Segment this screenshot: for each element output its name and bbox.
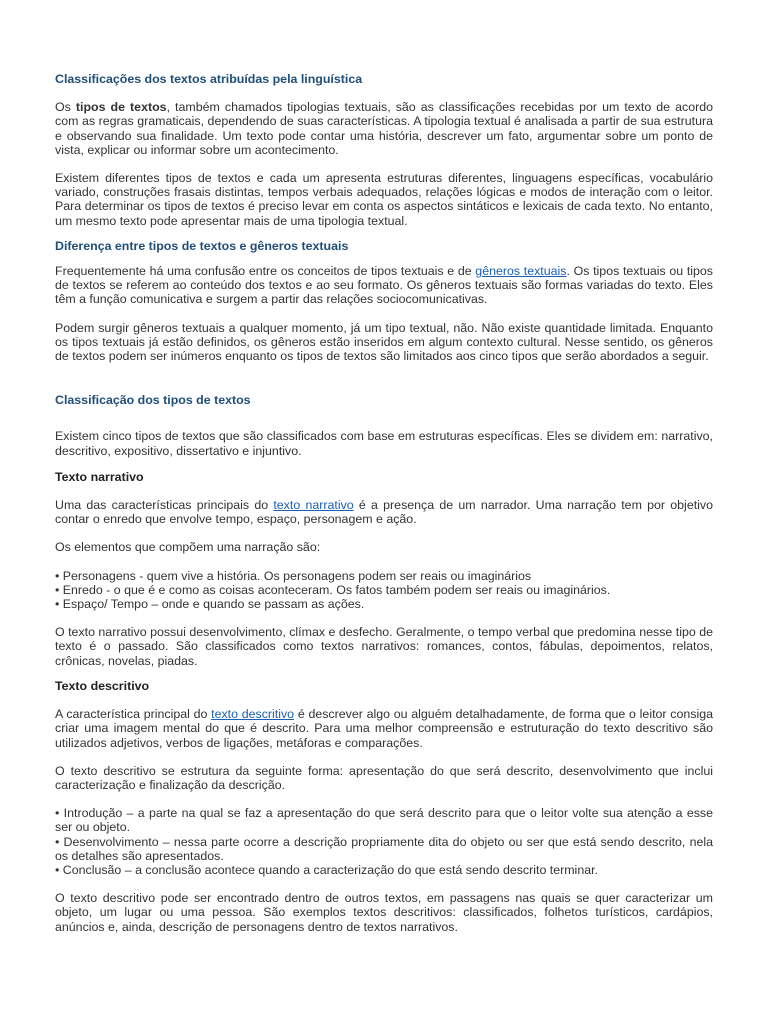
list-item: • Conclusão – a conclusão acontece quando a caracterização do que está sendo descrito terminar.: [55, 862, 598, 877]
document-page: [55, 60, 713, 934]
paragraph-cinco-tipos: Existem cinco tipos de textos que são classificados com base em estruturas específicas. Eles se dividem em: narrativo, descritivo, expositivo, dissertativo e injuntivo.: [55, 429, 713, 458]
text-fragment: é a presença de um narrador. Uma narração tem por objetivo contar o enredo que envolve tempo, espaço, personagem e ação.: [55, 498, 713, 527]
heading-texto-descritivo: Texto descritivo: [55, 678, 150, 693]
list-item: • Personagens - quem vive a história. Os personagens podem ser reais ou imaginários: [55, 568, 532, 583]
texto-narrativo-link[interactable]: texto narrativo: [273, 498, 354, 513]
text-fragment: A característica principal do: [55, 707, 212, 722]
bold-term: tipos de textos: [75, 100, 167, 115]
heading-diferenca: Diferença entre tipos de textos e gêneros textuais: [55, 238, 349, 253]
paragraph-narrativo-estrutura: O texto narrativo possui desenvolvimento, clímax e desfecho. Geralmente, o tempo verbal que predomina nesse tipo de texto é o passado. São classificados como textos narrativos: romances, contos, fábulas, depoimentos, relatos, crônicas, novelas, piadas.: [55, 625, 713, 668]
text-fragment: Os: [55, 100, 76, 115]
list-item: • Enredo - o que é e como as coisas aconteceram. Os fatos também podem ser reais ou imaginários.: [55, 582, 611, 597]
generos-textuais-link[interactable]: gêneros textuais: [475, 264, 567, 279]
heading-classificacao-tipos: Classificação dos tipos de textos: [55, 393, 251, 408]
paragraph-descritivo-exemplos: O texto descritivo pode ser encontrado dentro de outros textos, em passagens nas quais se quer caracterizar um objeto, um lugar ou uma pessoa. São exemplos textos descritivos: classificados, folhetos turísticos, cardápios, anúncios e, ainda, descrição de personagens dentro de textos narrativos.: [55, 891, 713, 934]
paragraph-estruturas: Existem diferentes tipos de textos e cada um apresenta estruturas diferentes, linguagens específicas, vocabulário variado, construções frasais distintas, tempos verbais adequados, relações lógicas e modos de interação com o leitor. Para determinar os tipos de textos é preciso levar em conta os aspectos sintáticos e lexicais de cada texto. No entanto, um mesmo texto pode apresentar mais de uma tipologia textual.: [55, 171, 713, 228]
text-fragment: Frequentemente há uma confusão entre os conceitos de tipos textuais e de: [55, 264, 476, 279]
paragraph-confusao: [55, 264, 713, 307]
paragraph-descritivo-estrutura: O texto descritivo se estrutura da seguinte forma: apresentação do que será descrito, desenvolvimento que inclui caracterização e finalização da descrição.: [55, 763, 713, 792]
heading-classificacoes: Classificações dos textos atribuídas pela linguística: [55, 72, 363, 86]
paragraph-narrativo-intro: [55, 498, 713, 526]
text-fragment: . Os tipos textuais ou tipos de textos se referem ao conteúdo dos textos e ao seu formato. Os gêneros textuais são formas variadas do texto. Eles têm a função comunicativa e surgem a partir das relações sociocomunicativas.: [55, 264, 713, 307]
paragraph-tipos-intro: [55, 100, 713, 157]
list-item: • Desenvolvimento – nessa parte ocorre a descrição propriamente dita do objeto ou ser que está sendo descrito, nela os detalhes são apresentados.: [55, 834, 713, 863]
descritivo-bullet-list: [55, 806, 713, 877]
list-item: • Introdução – a parte na qual se faz a apresentação do que será descrito para que o leitor volte sua atenção a esse ser ou objeto.: [55, 806, 713, 835]
text-fragment: é descrever algo ou alguém detalhadamente, de forma que o leitor consiga criar uma imagem mental do que é descrito. Para uma melhor compreensão e estruturação do texto descritivo são utilizados adjetivos, verbos de ligações, metáforas e comparações.: [55, 707, 713, 750]
list-item: • Espaço/ Tempo – onde e quando se passam as ações.: [55, 597, 365, 612]
text-fragment: Uma das características principais do: [55, 498, 274, 513]
paragraph-descritivo-intro: [55, 707, 713, 750]
paragraph-elementos: Os elementos que compõem uma narração são:: [55, 540, 321, 555]
paragraph-surgir-generos: Podem surgir gêneros textuais a qualquer momento, já um tipo textual, não. Não existe quantidade limitada. Enquanto os tipos textuais já estão definidos, os gêneros estão inseridos em algum contexto cultural. Nesse sentido, os gêneros de textos podem ser inúmeros enquanto os tipos de textos são limitados aos cinco tipos que serão abordados a seguir.: [55, 320, 713, 364]
heading-texto-narrativo: Texto narrativo: [55, 469, 144, 484]
texto-descritivo-link[interactable]: texto descritivo: [211, 707, 295, 722]
narrativo-bullet-list: [55, 569, 713, 612]
text-fragment: , também chamados tipologias textuais, são as classificações recebidas por um texto de acordo com as regras gramaticais, dependendo de suas características. A tipologia textual é analisada a partir de sua estrutura e observando sua finalidade. Um texto pode contar uma história, descrever um fato, argumentar sobre um ponto de vista, explicar ou informar sobre um acontecimento.: [55, 100, 714, 157]
